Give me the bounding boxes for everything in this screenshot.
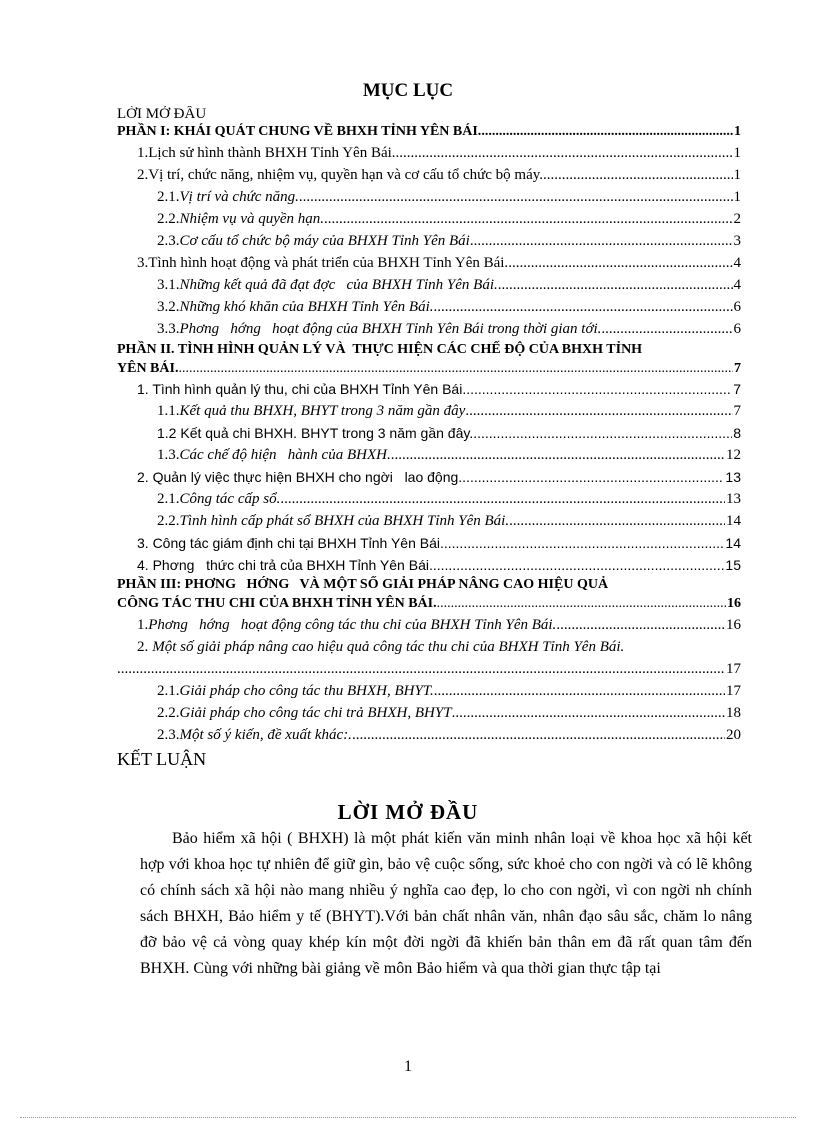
- toc-entry-page: 1: [733, 167, 741, 183]
- toc-leader: [498, 274, 733, 296]
- toc-entry-label: 1.Lịch sử hình thành BHXH Tỉnh Yên Bái.: [137, 145, 396, 161]
- toc-entry-label: Nhiệm vụ và quyền hạn.: [179, 211, 325, 227]
- toc-entry-number: 1.: [137, 617, 149, 633]
- toc-entry-label: 2.Vị trí, chức năng, nhiệm vụ, quyền hạn và cơ cấu tổ chức bộ máy.: [137, 167, 544, 183]
- toc-entry-page: 16: [727, 596, 741, 611]
- toc-entry[interactable]: [117, 724, 741, 746]
- toc-entry[interactable]: [117, 636, 741, 658]
- toc-entry-label: Kết quả thu BHXH, BHYT trong 3 năm gần đây: [179, 403, 466, 419]
- toc-entry[interactable]: [117, 106, 741, 122]
- toc-entry-label: 4. Phơng thức chi trả của BHXH Tỉnh Yên Bái.: [137, 557, 433, 573]
- toc-entry[interactable]: [117, 164, 741, 186]
- toc-leader: [481, 122, 733, 142]
- toc-entry-page: 6: [733, 321, 741, 337]
- toc-entry-number: 3.3.: [157, 321, 180, 337]
- toc-entry-part[interactable]: [117, 594, 741, 614]
- toc-entry-continuation[interactable]: [117, 658, 741, 680]
- toc-entry-page: 13: [725, 469, 741, 485]
- toc-leader: [299, 186, 733, 208]
- toc-entry-number: 2.1.: [157, 683, 180, 699]
- toc-leader: [391, 444, 725, 466]
- toc-entry-page: 7: [733, 381, 741, 397]
- toc-leader: [434, 296, 733, 318]
- toc-entry[interactable]: [117, 230, 741, 252]
- toc-entry-page: 15: [725, 557, 741, 573]
- toc-entry-number: 2.2.: [157, 513, 180, 529]
- toc-leader: [466, 378, 732, 400]
- toc-leader: [117, 658, 725, 680]
- toc-entry-page: 1: [734, 124, 741, 139]
- toc-entry-label: PHẦN I: KHÁI QUÁT CHUNG VỀ BHXH TỈNH YÊN BÁI.: [117, 124, 482, 139]
- toc-leader: [324, 208, 732, 230]
- toc-leader: [280, 488, 725, 510]
- toc-entry-label: 1. Tình hình quản lý thu, chi của BHXH Tỉnh Yên Bái.: [137, 381, 467, 397]
- toc-entry-page: 1: [733, 145, 741, 161]
- toc-entry-part[interactable]: [117, 122, 741, 142]
- toc-entry-label: Tình hình cấp phát sổ BHXH của BHXH Tỉnh Yên Bái.: [179, 513, 510, 529]
- toc-entry[interactable]: [117, 400, 741, 422]
- toc-entry-label: 3. Công tác giám định chi tại BHXH Tỉnh Yên Bái.: [137, 535, 444, 551]
- toc-leader: [452, 702, 725, 724]
- toc-leader: [444, 532, 725, 554]
- toc-entry-part[interactable]: [117, 340, 741, 360]
- toc-leader: [470, 230, 733, 252]
- toc-entry[interactable]: [117, 318, 741, 340]
- toc-entry-label: Một số ý kiến, đề xuất khác:.: [179, 727, 352, 743]
- toc-entry-page: 7: [734, 361, 741, 376]
- toc-entry[interactable]: [117, 208, 741, 230]
- intro-body: [140, 826, 752, 982]
- toc-entry-number: 3.2.: [157, 299, 180, 315]
- toc-entry-page: 8: [733, 425, 741, 441]
- toc-entry[interactable]: [117, 252, 741, 274]
- toc-entry-number: 1.1.: [157, 403, 180, 419]
- toc-leader: [473, 422, 732, 444]
- toc-entry-number: 2.3.: [157, 233, 180, 249]
- toc-entry-number: 2.1.: [157, 189, 180, 205]
- toc-title: MỤC LỤC: [362, 80, 454, 101]
- toc-entry[interactable]: [117, 614, 741, 636]
- toc-entry-number: 3.1.: [157, 277, 180, 293]
- toc-entry[interactable]: [117, 554, 741, 576]
- toc-entry-label: 2. Quản lý việc thực hiện BHXH cho ngời lao động.: [137, 469, 463, 485]
- toc-entry-page: 4: [733, 255, 741, 271]
- toc-entry-label: KẾT LUẬN: [117, 749, 207, 769]
- toc-entry-number: 2.1.: [157, 491, 180, 507]
- toc-entry[interactable]: [117, 444, 741, 466]
- toc-entry-number: 2.2.: [157, 705, 180, 721]
- section-title: LỜI MỞ ĐẦU: [337, 800, 479, 824]
- toc-entry[interactable]: [117, 422, 741, 444]
- toc-entry[interactable]: [117, 186, 741, 208]
- toc-entry[interactable]: [117, 142, 741, 164]
- toc-entry-number: 2.2.: [157, 211, 180, 227]
- intro-paragraph: Bảo hiểm xã hội ( BHXH) là một phát kiến văn minh nhân loại về khoa học xã hội kết hợp với khoa học tự nhiên để giữ gìn, bảo vệ cuộc sống, sức khoẻ cho con ngời và có lẽ không có chính sách xã hội nào mang nhiều ý nghĩa cao đẹp, lo cho con ngời, vì con ngời nh chính sách BHXH, Bảo hiểm y tế (BHYT).Với bản chất nhân văn, nhân đạo sâu sắc, chăm lo nâng đỡ bảo vệ cả vòng quay khép kín một đời ngời đã khiến bản thân em đã rất quan tâm đến BHXH. Cùng với những bài giảng về môn Bảo hiểm và qua thời gian thực tập tại: [140, 830, 752, 977]
- toc-entry[interactable]: [117, 274, 741, 296]
- toc-entry-label: Công tác cấp sổ.: [179, 491, 281, 507]
- toc-leader: [556, 614, 725, 636]
- toc-entry-label: PHẦN III: PHƠNG HỚNG VÀ MỘT SỐ GIẢI PHÁP NÂNG CAO HIỆU QUẢ: [117, 577, 609, 592]
- toc-entry-number: 2.3.: [157, 727, 180, 743]
- toc-entry-page: 17: [726, 661, 741, 677]
- toc-entry-label: Cơ cấu tổ chức bộ máy của BHXH Tỉnh Yên Bái: [179, 233, 470, 249]
- toc-entry-label: Những kết quả đã đạt đợc của BHXH Tỉnh Yên Bái.: [179, 277, 498, 293]
- toc-entry-label: Giải pháp cho công tác thu BHXH, BHYT.: [179, 683, 434, 699]
- toc-entry[interactable]: [117, 466, 741, 488]
- toc-leader: [396, 142, 733, 164]
- toc-entry-page: 12: [726, 447, 741, 463]
- toc-entry-part[interactable]: [117, 360, 741, 378]
- toc-entry[interactable]: [117, 296, 741, 318]
- toc-entry-page: 14: [725, 535, 741, 551]
- toc-entry-page: 17: [726, 683, 741, 699]
- toc-leader: [509, 510, 725, 532]
- toc-entry-page: 7: [733, 403, 741, 419]
- toc-entry-page: 16: [726, 617, 741, 633]
- toc-entry-label: Vị trí và chức năng.: [179, 189, 299, 205]
- toc-leader: [543, 164, 732, 186]
- toc-entry[interactable]: [117, 680, 741, 702]
- toc-entry-page: 20: [726, 727, 741, 743]
- toc-entry-number: 1.3.: [157, 447, 180, 463]
- toc-entry-page: 13: [726, 491, 741, 507]
- toc-entry-label: Phơng hớng hoạt động của BHXH Tỉnh Yên Bái trong thời gian tới.: [179, 321, 602, 337]
- toc-entry[interactable]: [117, 702, 741, 724]
- toc-entry[interactable]: [117, 746, 741, 772]
- toc-entry[interactable]: [117, 488, 741, 510]
- toc-leader: [465, 400, 732, 422]
- toc-leader: [437, 594, 726, 614]
- toc-entry-label: LỜI MỞ ĐẦU: [117, 106, 207, 122]
- toc-entry-label: Những khó khăn của BHXH Tỉnh Yên Bái.: [179, 299, 434, 315]
- toc-entry-label: PHẦN II. TÌNH HÌNH QUẢN LÝ VÀ THỰC HIỆN CÁC CHẾ ĐỘ CỦA BHXH TỈNH: [117, 342, 643, 357]
- toc-leader: [508, 252, 732, 274]
- toc-entry-page: 2: [733, 211, 741, 227]
- toc-entry-page: 6: [733, 299, 741, 315]
- toc-entry-label: YÊN BÁI.: [117, 361, 179, 376]
- toc-entry-label: CÔNG TÁC THU CHI CỦA BHXH TỈNH YÊN BÁI.: [117, 596, 437, 611]
- toc-entry-label: Một số giải pháp nâng cao hiệu quả công tác thu chi của BHXH Tỉnh Yên Bái.: [152, 639, 625, 655]
- toc-leader: [601, 318, 732, 340]
- toc-entry-label: Giải pháp cho công tác chi trả BHXH, BHYT: [179, 705, 452, 721]
- toc-entry-page: 4: [733, 277, 741, 293]
- toc-leader: [462, 466, 724, 488]
- toc-entry-label: 3.Tình hình hoạt động và phát triển của BHXH Tỉnh Yên Bái.: [137, 255, 509, 271]
- toc-leader: [433, 554, 725, 576]
- toc-leader: [434, 680, 725, 702]
- toc-entry-page: 14: [726, 513, 741, 529]
- toc-entry-label: Các chế độ hiện hành của BHXH.: [179, 447, 391, 463]
- toc-entry-label: 1.2 Kết quả chi BHXH. BHYT trong 3 năm gần đây.: [157, 425, 474, 441]
- toc-entry[interactable]: [117, 532, 741, 554]
- toc-leader: [352, 724, 725, 746]
- toc-entry[interactable]: [117, 510, 741, 532]
- toc-entry-page: 3: [733, 233, 741, 249]
- toc-leader: [178, 360, 733, 378]
- page-bottom-divider: [20, 1117, 796, 1118]
- toc-entry-page: 1: [733, 189, 741, 205]
- toc-entry[interactable]: [117, 378, 741, 400]
- toc-entry-label: Phơng hớng hoạt động công tác thu chi của BHXH Tỉnh Yên Bái.: [148, 617, 557, 633]
- toc-entry-number: 2.: [137, 639, 149, 655]
- page-number: 1: [404, 1058, 412, 1075]
- toc-entry-part[interactable]: [117, 576, 741, 594]
- toc-entry-page: 18: [726, 705, 741, 721]
- table-of-contents: [117, 106, 741, 772]
